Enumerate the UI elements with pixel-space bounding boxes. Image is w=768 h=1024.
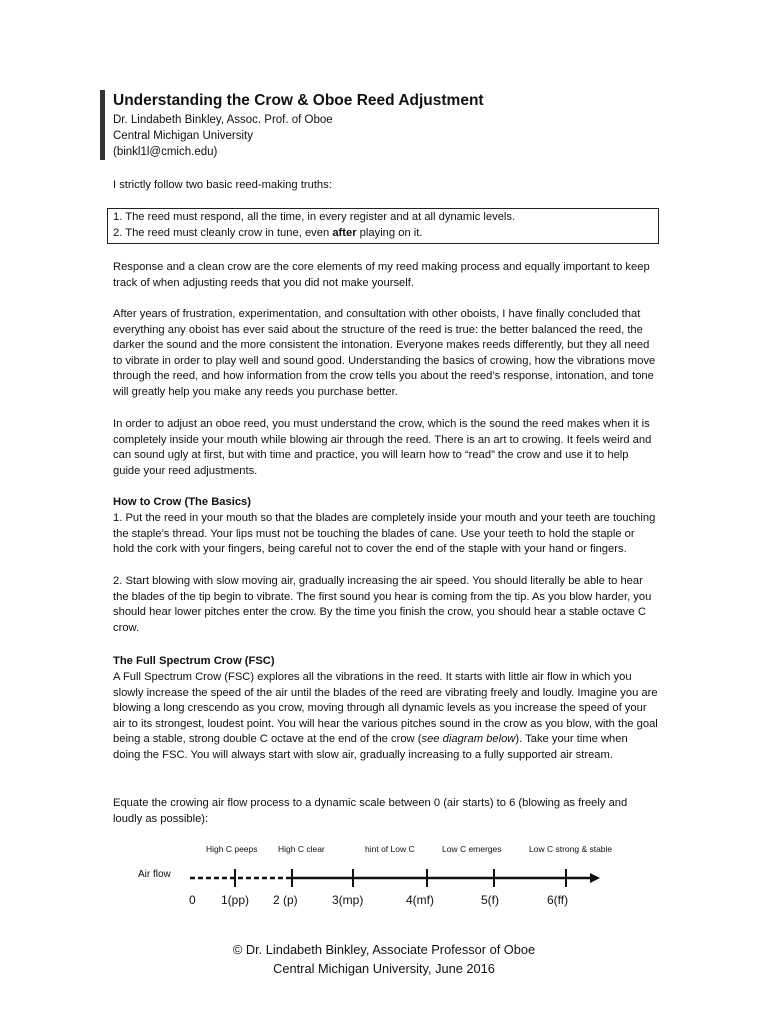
footer-line-2: Central Michigan University, June 2016 [273,961,495,976]
scale-top-label: High C clear [278,844,325,854]
fsc-text-pre: A Full Spectrum Crow (FSC) explores all the vibrations in the reed. It starts with little air flow in which you slowly increase the speed of the air until the blades of the reed are vibrating freely and loudly. Imagine you are blowing a long crescendo as you crow, moving through all dynamic levels as you increase the speed of your air to its strongest, loudest point. You will hear the various pitches sound in the crow as you blow, with the goal being a stable, strong double C octave at the end of the crow ( [113,671,658,745]
truths-box [107,208,659,244]
fsc-paragraph [113,670,658,763]
paragraph-3: In order to adjust an oboe reed, you must understand the crow, which is the sound the reed makes when it is completely inside your mouth while blowing air through the reed. There is an art to crowing. It feels weird and can sound ugly at first, but with time and practice, you will learn how to “read” the crow and use it to help guide your reed adjustments. [113,418,652,477]
howto-step-2: 2. Start blowing with slow moving air, gradually increasing the air speed. You should literally be able to hear the blades of the tip begin to vibrate. The first sound you hear is coming from the tip. As you blow harder, you should hear lower pitches enter the crow. By the time you finish the crow, you should hear a stable octave C crow. [113,575,652,634]
scale-tick-label: 3(mp) [332,893,364,907]
scale-tick-label: 1(pp) [221,893,250,907]
scale-tick-label: 5(f) [481,893,499,907]
fsc-text-italic: see diagram below [421,733,516,745]
scale-tick-label: 4(mf) [406,893,434,907]
equate-text: Equate the crowing air flow process to a dynamic scale between 0 (air starts) to 6 (blowing as freely and loudly as possible): [113,797,628,825]
institution-line: Central Michigan University [113,130,253,142]
airflow-label: Air flow [138,869,171,880]
document-title: Understanding the Crow & Oboe Reed Adjustment [113,92,484,109]
truth-2-pre: 2. The reed must cleanly crow in tune, even [113,226,333,239]
author-line: Dr. Lindabeth Binkley, Assoc. Prof. of Oboe [113,114,333,126]
scale-top-label: High C peeps [206,844,258,854]
fsc-text-post: ). Take your time when doing the FSC. You will always start with slow air, gradually increasing to a fully supported air stream. [113,733,628,761]
email-line: (binkl1l@cmich.edu) [113,146,218,158]
howto-step-1: 1. Put the reed in your mouth so that the blades are completely inside your mouth and your teeth are touching the staple’s thread. Your lips must not be touching the blades of cane. Use your teeth to hold the staple or hold the cork with your fingers, being careful not to cover the end of the staple with your hand or fingers. [113,512,656,555]
airflow-axis [0,860,768,900]
fsc-heading: The Full Spectrum Crow (FSC) [113,655,275,667]
truth-2-post: playing on it. [356,226,423,239]
scale-tick-label: 0 [189,893,196,907]
paragraph-1: Response and a clean crow are the core elements of my reed making process and equally important to keep track of when adjusting reeds that you did not make yourself. [113,261,650,289]
intro-text: I strictly follow two basic reed-making truths: [113,179,332,191]
truth-2-bold: after [332,226,357,239]
scale-top-label: hint of Low C [365,844,415,854]
scale-tick-label: 2 (p) [273,893,298,907]
truth-1: 1. The reed must respond, all the time, in every register and at all dynamic levels. [113,211,516,223]
scale-top-label: Low C strong & stable [529,844,613,854]
scale-top-label: Low C emerges [442,844,502,854]
header-block [100,90,673,160]
axis-arrowhead [590,873,600,883]
footer-line-1: © Dr. Lindabeth Binkley, Associate Professor of Oboe [232,942,536,957]
truth-2 [113,226,658,242]
howto-heading: How to Crow (The Basics) [113,496,251,508]
paragraph-2: After years of frustration, experimentation, and consultation with other oboists, I have finally concluded that everything any oboist has ever said about the structure of the reed is true: the better balanced the reed, the darker the sound and the more consistent the intonation. Everyone makes reeds differently, but they all need to vibrate in order to play well and sound good. Understanding the basics of crowing, how the vibrations move through the reed, and how information from the crow tells you about the reed’s response, intonation, and tone will greatly help you make any reeds you purchase better. [113,308,656,398]
scale-tick-label: 6(ff) [547,893,569,907]
